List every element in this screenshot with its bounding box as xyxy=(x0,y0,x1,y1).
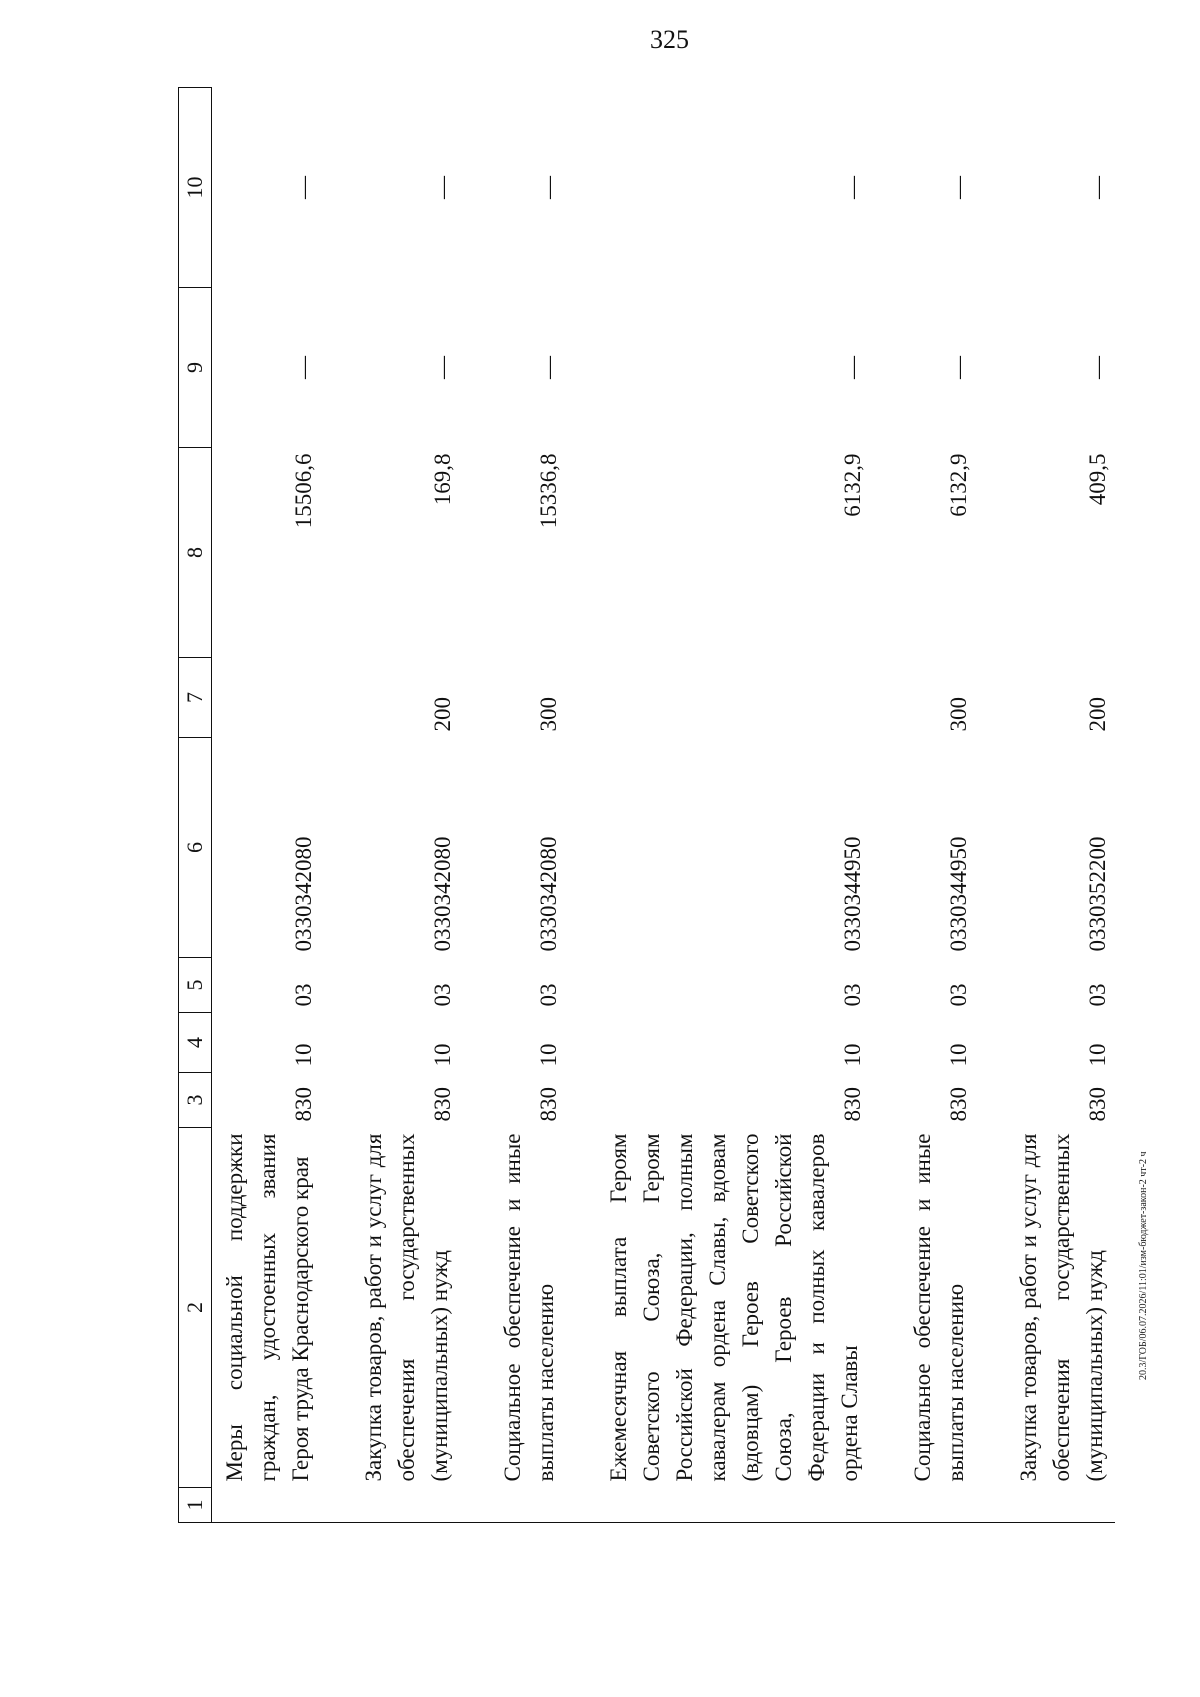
column-header: 5 xyxy=(179,958,212,1013)
table-row xyxy=(596,88,870,1523)
spacer-cell xyxy=(976,658,1006,738)
spacer-cell xyxy=(566,448,596,658)
cell-c6: 0330344950 xyxy=(840,836,865,952)
spacer-cell xyxy=(976,738,1006,958)
table-row xyxy=(490,88,566,1523)
cell-c8: 6132,9 xyxy=(946,453,971,517)
column-header: 1 xyxy=(179,1488,212,1523)
cell-c10: — xyxy=(946,176,971,199)
cell-c4: 10 xyxy=(536,1043,561,1067)
cell-c3: 830 xyxy=(840,1087,865,1122)
spacer-cell xyxy=(321,1073,351,1128)
cell-c5: 03 xyxy=(946,983,971,1007)
spacer-cell xyxy=(566,1488,596,1523)
spacer-cell xyxy=(870,1488,900,1523)
cell-c9: — xyxy=(536,356,561,379)
table-header-row xyxy=(179,88,212,1523)
column-header: 10 xyxy=(179,88,212,288)
cell-c3: 830 xyxy=(1085,1087,1110,1122)
cell-c3: 830 xyxy=(430,1087,455,1122)
cell-c9: — xyxy=(430,356,455,379)
column-header: 4 xyxy=(179,1013,212,1073)
spacer-cell xyxy=(460,88,490,288)
spacer-cell xyxy=(321,1013,351,1073)
cell-c1 xyxy=(351,1488,460,1523)
spacer-cell xyxy=(566,288,596,448)
spacer-cell xyxy=(976,288,1006,448)
spacer-cell xyxy=(870,448,900,658)
cell-c8: 169,8 xyxy=(430,453,455,506)
spacer-cell xyxy=(460,448,490,658)
spacer-cell xyxy=(460,1488,490,1523)
cell-c1 xyxy=(490,1488,566,1523)
cell-c1 xyxy=(596,1488,870,1523)
cell-c8: 6132,9 xyxy=(840,453,865,517)
cell-c8: 15506,6 xyxy=(291,453,316,529)
table-row xyxy=(900,88,976,1523)
cell-c7 xyxy=(596,658,870,738)
cell-c6: 0330342080 xyxy=(430,836,455,952)
table-row xyxy=(212,88,322,1523)
cell-c6: 0330344950 xyxy=(946,836,971,952)
budget-table-container xyxy=(178,88,1110,1523)
spacer-cell xyxy=(321,448,351,658)
cell-c2: Закупка товаров, работ и услуг для обеспечения государственных (муниципальных) нужд xyxy=(1016,1133,1107,1482)
page-number: 325 xyxy=(650,25,689,54)
row-spacer xyxy=(976,88,1006,1523)
cell-c7: 300 xyxy=(536,697,561,732)
column-header: 3 xyxy=(179,1073,212,1128)
spacer-cell xyxy=(566,738,596,958)
spacer-cell xyxy=(321,958,351,1013)
cell-c4: 10 xyxy=(840,1043,865,1067)
spacer-cell xyxy=(460,958,490,1013)
spacer-cell xyxy=(976,958,1006,1013)
cell-c5: 03 xyxy=(536,983,561,1007)
cell-c4: 10 xyxy=(946,1043,971,1067)
cell-c2: Социальное обеспечение и иные выплаты населению xyxy=(910,1133,968,1482)
cell-c7: 200 xyxy=(1085,697,1110,732)
spacer-cell xyxy=(460,1128,490,1488)
cell-c1 xyxy=(212,1488,322,1523)
cell-c2: Меры социальной поддержки граждан, удостоенных звания Героя труда Краснодарского края xyxy=(222,1133,313,1482)
cell-c9: — xyxy=(946,356,971,379)
cell-c10: — xyxy=(430,176,455,199)
spacer-cell xyxy=(460,1073,490,1128)
cell-c3: 830 xyxy=(291,1087,316,1122)
cell-c10: — xyxy=(1085,176,1110,199)
cell-c6: 0330342080 xyxy=(291,836,316,952)
cell-c7: 300 xyxy=(946,697,971,732)
cell-c9: — xyxy=(1085,356,1110,379)
spacer-cell xyxy=(870,1013,900,1073)
spacer-cell xyxy=(321,88,351,288)
table-row xyxy=(1006,88,1115,1523)
spacer-cell xyxy=(870,658,900,738)
spacer-cell xyxy=(870,1073,900,1128)
cell-c5: 03 xyxy=(840,983,865,1007)
cell-c3: 830 xyxy=(946,1087,971,1122)
spacer-cell xyxy=(460,738,490,958)
cell-c4: 10 xyxy=(291,1043,316,1067)
spacer-cell xyxy=(321,1128,351,1488)
column-header: 7 xyxy=(179,658,212,738)
spacer-cell xyxy=(566,1128,596,1488)
cell-c10: — xyxy=(536,176,561,199)
cell-c1 xyxy=(900,1488,976,1523)
spacer-cell xyxy=(566,1013,596,1073)
spacer-cell xyxy=(870,1128,900,1488)
spacer-cell xyxy=(566,88,596,288)
cell-c6: 0330342080 xyxy=(536,836,561,952)
cell-c7: 200 xyxy=(430,697,455,732)
cell-c8: 409,5 xyxy=(1085,453,1110,506)
cell-c8: 15336,8 xyxy=(536,453,561,529)
cell-c2: Социальное обеспечение и иные выплаты населению xyxy=(500,1133,558,1482)
column-header: 6 xyxy=(179,738,212,958)
cell-c5: 03 xyxy=(430,983,455,1007)
spacer-cell xyxy=(870,738,900,958)
spacer-cell xyxy=(976,1128,1006,1488)
spacer-cell xyxy=(566,658,596,738)
spacer-cell xyxy=(870,88,900,288)
cell-c10: — xyxy=(291,176,316,199)
spacer-cell xyxy=(321,658,351,738)
column-header: 8 xyxy=(179,448,212,658)
row-spacer xyxy=(460,88,490,1523)
table-row xyxy=(351,88,460,1523)
spacer-cell xyxy=(976,448,1006,658)
cell-c3: 830 xyxy=(536,1087,561,1122)
column-header: 9 xyxy=(179,288,212,448)
spacer-cell xyxy=(566,958,596,1013)
cell-c10: — xyxy=(840,176,865,199)
spacer-cell xyxy=(460,288,490,448)
cell-c6: 0330352200 xyxy=(1085,836,1110,952)
budget-table xyxy=(178,87,1115,1523)
row-spacer xyxy=(870,88,900,1523)
spacer-cell xyxy=(976,1488,1006,1523)
cell-c2: Закупка товаров, работ и услуг для обеспечения государственных (муниципальных) нужд xyxy=(361,1133,452,1482)
spacer-cell xyxy=(321,1488,351,1523)
spacer-cell xyxy=(460,658,490,738)
cell-c9: — xyxy=(840,356,865,379)
cell-c4: 10 xyxy=(430,1043,455,1067)
cell-c2: Ежемесячная выплата Героям Советского Союза, Героям Российской Федерации, полным кавалерам ордена Славы, вдовам (вдовцам) Героев Советского Союза, Героев Российской Федерации и полных кавалеров ордена Славы xyxy=(606,1133,862,1482)
cell-c5: 03 xyxy=(291,983,316,1007)
cell-c7 xyxy=(212,658,322,738)
spacer-cell xyxy=(460,1013,490,1073)
spacer-cell xyxy=(976,1073,1006,1128)
cell-c5: 03 xyxy=(1085,983,1110,1007)
spacer-cell xyxy=(976,88,1006,288)
spacer-cell xyxy=(566,1073,596,1128)
column-header: 2 xyxy=(179,1128,212,1488)
spacer-cell xyxy=(870,958,900,1013)
spacer-cell xyxy=(321,288,351,448)
spacer-cell xyxy=(976,1013,1006,1073)
cell-c4: 10 xyxy=(1085,1043,1110,1067)
spacer-cell xyxy=(870,288,900,448)
cell-c1 xyxy=(1006,1488,1115,1523)
spacer-cell xyxy=(321,738,351,958)
cell-c9: — xyxy=(291,356,316,379)
row-spacer xyxy=(566,88,596,1523)
row-spacer xyxy=(321,88,351,1523)
footer-code: 20.3/ГОБ/06.07.2026/11:01/изм-бюджет-закон-2 чт-2 ч xyxy=(1138,1151,1149,1380)
